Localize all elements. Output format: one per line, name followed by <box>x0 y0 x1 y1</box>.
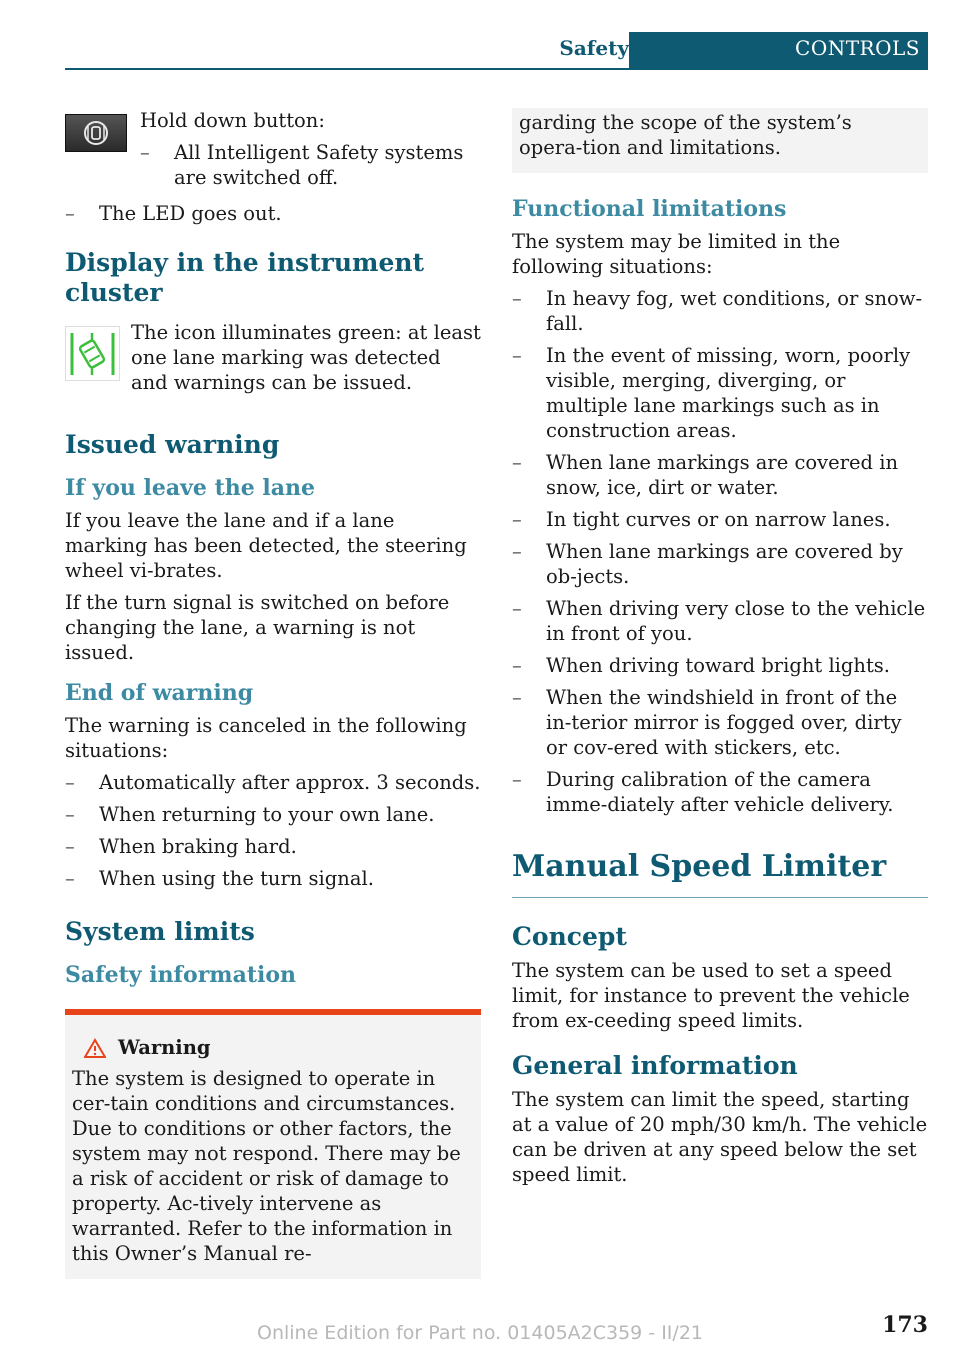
section-heading-issued-warning: Issued warning <box>65 430 280 459</box>
warning-header <box>84 1035 474 1060</box>
subheading-leave-lane: If you leave the lane <box>65 475 315 501</box>
subheading-end-warning: End of warning <box>65 680 254 706</box>
list-item: – In heavy fog, wet conditions, or snow-fall. <box>512 286 928 336</box>
warning-triangle-icon <box>84 1038 106 1058</box>
list-item: – When the windshield in front of the in-terior mirror is fogged over, dirty or cov-ered with stickers, etc. <box>512 685 928 760</box>
display-block <box>65 320 481 402</box>
lane-departure-button-icon <box>65 114 127 152</box>
list-item: – The LED goes out. <box>65 201 481 226</box>
hold-intro-text: Hold down button: <box>140 109 325 132</box>
section-heading-concept: Concept <box>512 922 627 951</box>
list-item: – When lane markings are covered in snow, ice, dirt or water. <box>512 450 928 500</box>
footer-edition: Online Edition for Part no. 01405A2C359 - II/21 <box>256 1322 703 1344</box>
section-heading-display: Display in the instrument cluster <box>65 248 425 307</box>
list-item: – During calibration of the camera imme-diately after vehicle delivery. <box>512 767 928 817</box>
left-column <box>65 108 481 1279</box>
list-item: – When using the turn signal. <box>65 866 481 891</box>
list-item: – When driving very close to the vehicle in front of you. <box>512 596 928 646</box>
subheading-functional-limitations: Functional limitations <box>512 196 787 222</box>
list-item: – When lane markings are covered by ob-jects. <box>512 539 928 589</box>
paragraph: The system can be used to set a speed limit, for instance to prevent the vehicle from ex-ceeding speed limits. <box>512 959 910 1032</box>
warning-text-continued: garding the scope of the system’s opera-tion and limitations. <box>519 111 852 159</box>
header-rule <box>65 68 928 70</box>
list-item: – When driving toward bright lights. <box>512 653 928 678</box>
display-description: The icon illuminates green: at least one lane marking was detected and warnings can be issued. <box>131 321 481 394</box>
list-item: – Automatically after approx. 3 seconds. <box>65 770 481 795</box>
list-item: – In the event of missing, worn, poorly visible, merging, diverging, or multiple lane markings such as in construction areas. <box>512 343 928 443</box>
list-item: – When returning to your own lane. <box>65 802 481 827</box>
lane-departure-indicator-icon <box>65 326 120 381</box>
page-header <box>65 32 928 70</box>
header-section-title: Safety <box>559 36 629 60</box>
subheading-safety-information: Safety information <box>65 962 297 988</box>
list-item: – In tight curves or on narrow lanes. <box>512 507 928 532</box>
paragraph: If the turn signal is switched on before changing the lane, a warning is not issued. <box>65 591 450 664</box>
right-column <box>512 108 928 1194</box>
paragraph: If you leave the lane and if a lane marking has been detected, the steering wheel vi-brates. <box>65 509 467 582</box>
list-item: – All Intelligent Safety systems are switched off. <box>140 140 481 190</box>
paragraph: The system may be limited in the following situations: <box>512 230 841 278</box>
paragraph: The warning is canceled in the following situations: <box>65 714 467 762</box>
warning-label: Warning <box>118 1036 211 1059</box>
section-heading-system-limits: System limits <box>65 917 255 946</box>
warning-text: The system is designed to operate in cer-tain conditions and circumstances. Due to conditions or other factors, the system may not respond. There may be a risk of accident or risk of damage to property. Ac-tively intervene as warranted. Refer to the information in this Owner’s Manual re- <box>72 1067 461 1265</box>
section-heading-general-information: General information <box>512 1051 798 1080</box>
page-footer <box>0 1312 960 1352</box>
warning-box <box>65 1009 481 1279</box>
list-item: – When braking hard. <box>65 834 481 859</box>
page-number: 173 <box>882 1312 928 1338</box>
chapter-heading-manual-speed-limiter: Manual Speed Limiter <box>512 849 928 898</box>
hold-button-block <box>65 108 481 197</box>
paragraph: The system can limit the speed, starting at a value of 20 mph/30 km/h. The vehicle can be driven at any speed below the set speed limit. <box>512 1088 928 1186</box>
header-chapter-tab: CONTROLS <box>629 32 928 70</box>
warning-box-continued <box>512 108 928 173</box>
